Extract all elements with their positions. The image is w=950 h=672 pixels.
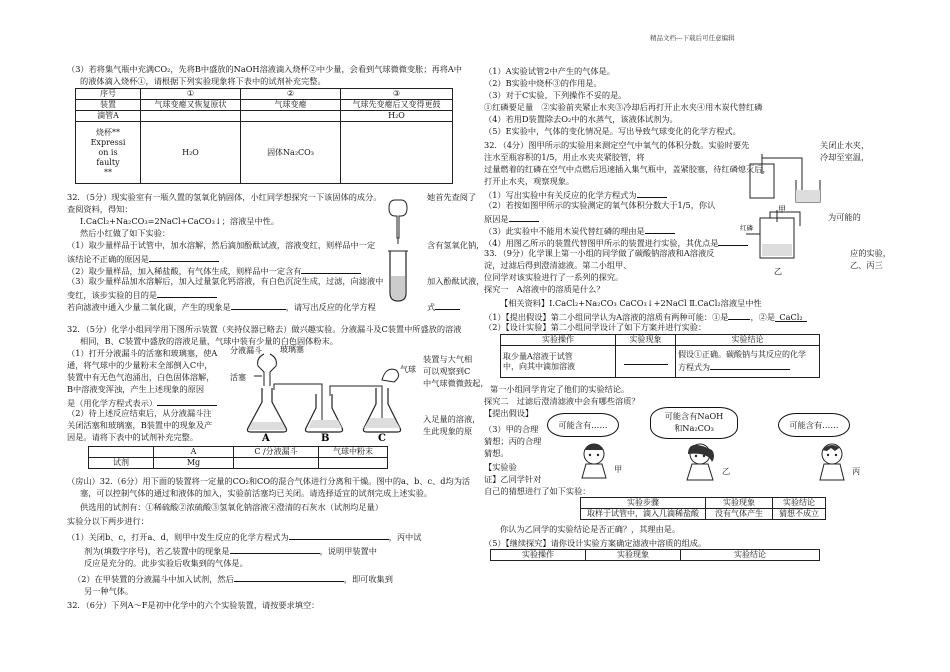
bubble-yi bbox=[650, 407, 738, 439]
t3-after-6: 【实验验 bbox=[484, 462, 517, 472]
dropper-test-tube-figure bbox=[375, 196, 425, 306]
t3-phenomenon[interactable] bbox=[616, 346, 676, 378]
q32d-right-2: 为可能的 bbox=[828, 212, 861, 222]
q32b-right-0: 装置与大气相 bbox=[423, 354, 473, 364]
t2-r2-0: 试剂 bbox=[89, 458, 154, 469]
t5-head-1: 实验现象 bbox=[586, 550, 681, 561]
q32b-right-3: 入足量的溶液， bbox=[423, 414, 481, 424]
t3-op-1: 中，向其中滴加溶液 bbox=[503, 361, 575, 371]
r-top-2: （3）对于C实验，下列操作不妥的是。 bbox=[484, 90, 627, 100]
q32d-4-text: （1）写出实验中有关反应的化学方程式为 bbox=[484, 190, 637, 200]
t1-r1-1: 气球变瘪又恢复原状 bbox=[141, 100, 241, 111]
q32c-4-text: （1）关闭b、c，打开a、d，则甲中发生反应的化学方程式为 bbox=[67, 532, 289, 542]
answer-blank[interactable] bbox=[231, 300, 286, 310]
q3-line-1: （3）若将集气瓶中充满CO₂，先将B中盛放的NaOH溶液滴入烧杯②中少量，会看到气球微微变胀；再将A中 bbox=[67, 64, 462, 74]
experiment-table-1 bbox=[500, 334, 820, 378]
q32b-3: 通，将气球中的少量粉末全部倒入C中， bbox=[67, 360, 213, 370]
r-top-0: （1）A实验试管2中产生的气体是。 bbox=[484, 66, 615, 76]
r-top-5: （5）E实验中，气体的变化情况是。写出导致气球变化的化学方程式。 bbox=[484, 126, 741, 136]
answer-cacl2[interactable]: CaCl₂ bbox=[775, 312, 807, 322]
q32d-5: （2）若按如图甲所示的实验测定的氧气体积分数大于1/5，你认 bbox=[484, 200, 716, 210]
q32b-8: 关闭活塞和玻璃塞，B装置中的现象及产 bbox=[67, 420, 213, 430]
t2-r1-3: 气球中粉末 bbox=[319, 447, 388, 458]
t3-after-7: 证】乙同学针对 bbox=[484, 474, 542, 484]
q33-1: 淀，过滤后得到澄清滤液。第二小组甲、 bbox=[484, 260, 632, 270]
q32d-8-text: （4）用图乙所示的装置代替图甲所示的装置进行实验，其优点是 bbox=[484, 238, 719, 248]
q32b-9: 因是。请将下表中的试剂补充完整。 bbox=[67, 432, 199, 442]
q32a-9-text: 若向滤液中通入少量二氧化碳，产生的现象是 bbox=[67, 302, 231, 312]
t1-r3-0 bbox=[76, 122, 141, 184]
t1-r3-err-0: Expressi bbox=[90, 137, 126, 147]
oxygen-measurement-figure bbox=[740, 150, 822, 280]
q32d-right-1: 冷却至室温， bbox=[820, 152, 870, 162]
t4-row-0: 取样于试管中，滴入几滴稀盐酸 bbox=[581, 509, 706, 520]
label-boli-sai: 玻璃塞 bbox=[280, 345, 304, 354]
q32c-12: 32．（6分）下列A～F是初中化学中的六个实验装置，请按要求填空： bbox=[67, 600, 320, 610]
q32d-2: 过量燃着的红磷在空气中点燃后迅速插入集气瓶中，盖紧胶塞，待红磷熄灭后， bbox=[484, 164, 771, 174]
q32b-6-text: 是（用化学方程式表示） bbox=[67, 398, 158, 408]
q33-4: 【相关资料】Ⅰ.CaCl₂+Na₂CO₃ CaCO₃↓+2NaCl Ⅱ.CaCl₂溶液呈中性 bbox=[500, 298, 762, 308]
q33-right-1: 乙、丙三 bbox=[850, 260, 883, 270]
t3-after-8: 自己的猜想进行了如下实验： bbox=[484, 486, 591, 496]
answer-blank[interactable] bbox=[645, 224, 675, 234]
t1-head-3: ③ bbox=[341, 89, 453, 100]
t1-r2-1 bbox=[141, 111, 241, 122]
t4-head-0: 实验步骤 bbox=[581, 498, 706, 509]
q32a-6-text: （2）取少量样品，加入稀盐酸，有气体生成，则样品中一定含有 bbox=[67, 266, 302, 276]
label-a: A bbox=[262, 433, 270, 442]
q32b-right-1: 可以观察到C bbox=[423, 366, 471, 376]
q32c-9-text: （2）在甲装置的分液漏斗中加入试剂，然后 bbox=[73, 574, 234, 584]
t3-op bbox=[501, 346, 616, 378]
q32c-2: 供选用的试剂有：①稀硫酸②浓硫酸③氢氧化钠溶液④澄清的石灰水（试剂均足量） bbox=[80, 502, 383, 512]
answer-blank[interactable] bbox=[234, 572, 344, 582]
q32c-10-text: ，即可收集到 bbox=[343, 574, 393, 584]
q32b-5: B中溶液变浑浊，产生上述现象的原因 bbox=[67, 384, 205, 394]
t3-conc-1-text: 方程式为 bbox=[678, 363, 710, 372]
t1-r3-err-3: ** bbox=[104, 167, 112, 177]
t1-r3-err-2: faulty bbox=[96, 157, 120, 167]
experiment-table-3 bbox=[490, 549, 820, 561]
r-top-4: （4）若用D装置除去O₂中的水蒸气，该液体试剂为。 bbox=[484, 114, 678, 124]
q32a-10-text: ，请写出反应的化学方程 bbox=[285, 302, 376, 312]
kid-jia-avatar bbox=[574, 440, 614, 480]
answer-blank[interactable] bbox=[289, 530, 389, 540]
t3-after-0: 第一小组同学肯定了他们的实验结论。 bbox=[490, 384, 630, 394]
q32a-8-text: 变红，该步实验的目的是 bbox=[67, 290, 158, 300]
label-fenye-loudou: 分液漏斗 bbox=[230, 346, 262, 355]
t1-r1-3: 气球先变瘪后又变得更鼓 bbox=[341, 100, 453, 111]
q33-6-text: ，②是 bbox=[750, 312, 776, 322]
q32b-0: 32．（5分）化学小组同学用下图所示装置（夹持仪器已略去）做兴趣实验。分液漏斗及C装置中所盛放的溶液 bbox=[67, 324, 462, 334]
q32d-1: 注水至瓶容积的1/5，用止水夹夹紧胶管，将 bbox=[484, 152, 645, 162]
t3-conc-0: 假设①正确。碳酸钠与其反应的化学 bbox=[678, 350, 806, 359]
q32b-2: （1）打开分液漏斗的活塞和玻璃塞，使A bbox=[67, 348, 218, 358]
q33-8: （2）【设计实验】第二小组同学设计了如下方案并进行实验： bbox=[484, 322, 707, 332]
q32b-right-2: 中气球微微鼓起， bbox=[423, 378, 489, 388]
label-c: C bbox=[378, 433, 386, 442]
bubble-bing: 可能含有…… bbox=[778, 413, 850, 437]
t4-after-0: 你认为乙同学的实验结论是否正确？，其理由是。 bbox=[500, 524, 681, 534]
q32d-7-text: （3）此实验中不能用木炭代替红磷的理由是 bbox=[484, 226, 645, 236]
q33-right-0: 应的实验， bbox=[850, 248, 891, 258]
t1-r2-0: 滴管A bbox=[76, 111, 141, 122]
q32a-9 bbox=[67, 300, 376, 313]
q32c-11: 另一种气体。 bbox=[84, 586, 134, 596]
q32d-right-0: 关闭止水夹， bbox=[820, 140, 870, 150]
answer-blank[interactable] bbox=[509, 212, 539, 222]
bubble-jia: 可能含有…… bbox=[547, 413, 619, 437]
kid-yi-avatar bbox=[680, 440, 720, 482]
t1-r3-err-1: on is bbox=[98, 147, 118, 157]
q32c-5-text: ，丙中试 bbox=[388, 532, 422, 542]
q32a-1: 查阅资料，得知： bbox=[67, 204, 133, 214]
q32a-right-2: 加入酚酞试液， bbox=[427, 276, 485, 286]
t3-after-2: 【提出假设】 bbox=[484, 408, 534, 418]
t3-head-2: 实验结论 bbox=[676, 335, 820, 346]
q32c-7-text: ，说明甲装置中 bbox=[319, 546, 377, 556]
page-header: 精品文档---下载后可任意编辑 bbox=[650, 34, 735, 42]
q32a-0: 32．（5分）现实验室有一瓶久置的氢氧化钠固体，小红同学想探究一下该固体的成分。 bbox=[67, 192, 382, 202]
answer-blank[interactable] bbox=[435, 300, 460, 310]
answer-blank[interactable] bbox=[710, 360, 790, 370]
t1-r3-1: H₂O bbox=[141, 122, 241, 184]
t3-conclusion bbox=[676, 346, 820, 378]
figure-yi: 乙 bbox=[774, 267, 782, 276]
t1-r2-3: H₂O bbox=[341, 111, 453, 122]
t4-row-1: 没有气体产生 bbox=[706, 509, 773, 520]
q32a-right-3 bbox=[427, 300, 460, 313]
t5-head-2: 实验结论 bbox=[681, 550, 820, 561]
t1-r3-2: 固体Na₂CO₃ bbox=[241, 122, 341, 184]
t1-r1-2: 气球变瘪 bbox=[241, 100, 341, 111]
t3-after-4: 猜想；丙的合理 bbox=[484, 436, 542, 446]
reagent-table-2 bbox=[88, 446, 388, 469]
q33-0: 33．（9分）化学课上第一小组的同学做了碳酸钠溶液和A溶液反 bbox=[484, 248, 715, 258]
q32d-0: 32．（4分）图甲所示的实验用来测定空气中氧气的体积分数。实验时要先 bbox=[484, 140, 750, 150]
r-top-3: ①红磷要足量 ②实验前夹紧止水夹③冷却后再打开止水夹④用木炭代替红磷 bbox=[484, 102, 763, 112]
q32c-9 bbox=[73, 572, 393, 585]
q32c-1: 塞，可以控制气体的通过和液体的加入，实验前活塞均已关闭。请选择适宜的试剂完成上述实验。 bbox=[80, 488, 433, 498]
q32a-right-3-text: 式 bbox=[427, 302, 436, 312]
kid-bing-label: 丙 bbox=[852, 466, 861, 476]
q3-line-2: 的液体滴入烧杯①，请根据下列实验现象将下表中的试剂补充完整。 bbox=[80, 76, 326, 86]
t3-op-0: 取少量A溶液于试管 bbox=[503, 351, 573, 361]
q32c-4 bbox=[67, 530, 421, 543]
q33-3: 探究一 A溶液中的溶质是什么？ bbox=[484, 284, 605, 294]
q32a-3: 然后小红做了如下实验： bbox=[80, 228, 171, 238]
t1-head-0: 序号 bbox=[76, 89, 141, 100]
answer-blank[interactable] bbox=[728, 310, 750, 320]
answer-blank[interactable] bbox=[149, 252, 219, 262]
q33-2: 位同学对该实验进行了一系列的探究。 bbox=[484, 272, 624, 282]
figure-red-phosphorus: 红磷 bbox=[740, 224, 753, 232]
q32a-2: Ⅰ.CaCl₂+Na₂CO₃=2NaCl+CaCO₃↓；溶液呈中性。 bbox=[80, 216, 280, 226]
figure-jia: 甲 bbox=[778, 205, 786, 214]
answer-blank[interactable] bbox=[301, 264, 361, 274]
label-qiqiu: 气球 bbox=[400, 365, 416, 374]
q32c-0: （房山）32.（6分）用下面的装置将一定量的CO₂和CO的混合气体进行分离和干燥。图中的a、b、c、d均为活 bbox=[67, 476, 471, 486]
t2-r1-0 bbox=[89, 447, 154, 458]
t2-r2-1: Mg bbox=[154, 458, 234, 469]
answer-blank[interactable] bbox=[230, 544, 320, 554]
q32d-6-text: 原因是 bbox=[484, 214, 509, 224]
q32c-8: 反应是充分的。此步实验后收集到的气体是。 bbox=[84, 558, 248, 568]
t2-r1-2: C /分液漏斗 bbox=[234, 447, 319, 458]
t1-head-1: ① bbox=[141, 89, 241, 100]
kid-yi-label: 乙 bbox=[722, 466, 731, 476]
answer-blank[interactable] bbox=[157, 396, 217, 406]
q32a-4: （1）取少量样品于试管中，加水溶解，然后滴加酚酞试液，溶液变红，则样品中一定 bbox=[67, 240, 376, 250]
t2-r1-1: A bbox=[154, 447, 234, 458]
q32b-7: （2）待上述反应结束后，从分液漏斗注 bbox=[67, 408, 212, 418]
t1-head-2: ② bbox=[241, 89, 341, 100]
r-top-1: （2）B实验中烧杯③的作用是。 bbox=[484, 78, 602, 88]
q32c-6-text: 剂为(填数字序号)，若乙装置中的现象是 bbox=[84, 546, 230, 556]
q32b-1: 相同，B、C装置中盛放的溶液足量，气球中装有少量的白色固体粉末。 bbox=[80, 336, 338, 346]
bubble-yi-line-0: 可能含有NaOH bbox=[664, 411, 724, 421]
answer-blank[interactable] bbox=[157, 288, 217, 298]
t1-r3-label: 烧杯** bbox=[96, 127, 120, 137]
q32d-3: 打开止水夹，观察现象。 bbox=[484, 176, 575, 186]
t3-head-1: 实验现象 bbox=[616, 335, 676, 346]
t1-r2-2 bbox=[241, 111, 341, 122]
q32c-3: 实验分以下两步进行： bbox=[67, 516, 149, 526]
t4-head-2: 实验结论 bbox=[773, 498, 826, 509]
t3-after-1: 探究二 过滤后澄清滤液中会有哪些溶质？ bbox=[484, 396, 640, 406]
q32c-6 bbox=[84, 544, 377, 557]
t5-head-0: 实验操作 bbox=[491, 550, 586, 561]
q32a-7: （3）取少量样品加水溶解后，加入过量氯化钙溶液，有白色沉淀生成，过滤，向滤液中 bbox=[67, 276, 384, 286]
q32a-right-1: 含有氢氧化钠， bbox=[427, 240, 485, 250]
t1-r1-0: 装置 bbox=[76, 100, 141, 111]
t1-r3-3 bbox=[341, 122, 453, 184]
t3-after-5: 猜想。 bbox=[484, 448, 509, 458]
t4-after-1: （5）【继续探究】请你设计实验方案确定滤液中溶质的组成。 bbox=[484, 538, 707, 548]
label-b: B bbox=[321, 433, 330, 442]
q32b-4: 装置中有无色气泡涌出，白色固体溶解， bbox=[67, 372, 215, 382]
q32a-5-text: 该结论不正确的原因是 bbox=[67, 254, 149, 264]
t3-conc-1 bbox=[678, 360, 817, 373]
answer-blank[interactable] bbox=[624, 355, 668, 365]
bubble-yi-line-1: 和Na₂CO₃ bbox=[674, 423, 714, 433]
label-huosai: 活塞 bbox=[230, 373, 246, 382]
q32a-right-0: 她首先查阅了 bbox=[427, 192, 477, 202]
reagent-table-1 bbox=[75, 88, 453, 184]
t4-head-1: 实验现象 bbox=[706, 498, 773, 509]
t3-after-3: （3）甲的合理 bbox=[484, 424, 539, 434]
q32b-right-4: 生此现象的原 bbox=[423, 426, 473, 436]
t2-r2-2[interactable] bbox=[234, 458, 319, 469]
t4-row-2: 猜想不成立 bbox=[773, 509, 826, 520]
kid-bing-avatar bbox=[812, 440, 852, 482]
t3-head-0: 实验操作 bbox=[501, 335, 616, 346]
experiment-table-2 bbox=[580, 497, 826, 520]
answer-blank[interactable] bbox=[637, 188, 667, 198]
kid-jia-label: 甲 bbox=[614, 464, 623, 474]
apparatus-abc-figure bbox=[230, 344, 420, 442]
q33-5-text: （1）【提出假设】第二小组同学认为A溶液的溶质有两种可能：①是 bbox=[484, 312, 729, 322]
t2-r2-3[interactable] bbox=[319, 458, 388, 469]
